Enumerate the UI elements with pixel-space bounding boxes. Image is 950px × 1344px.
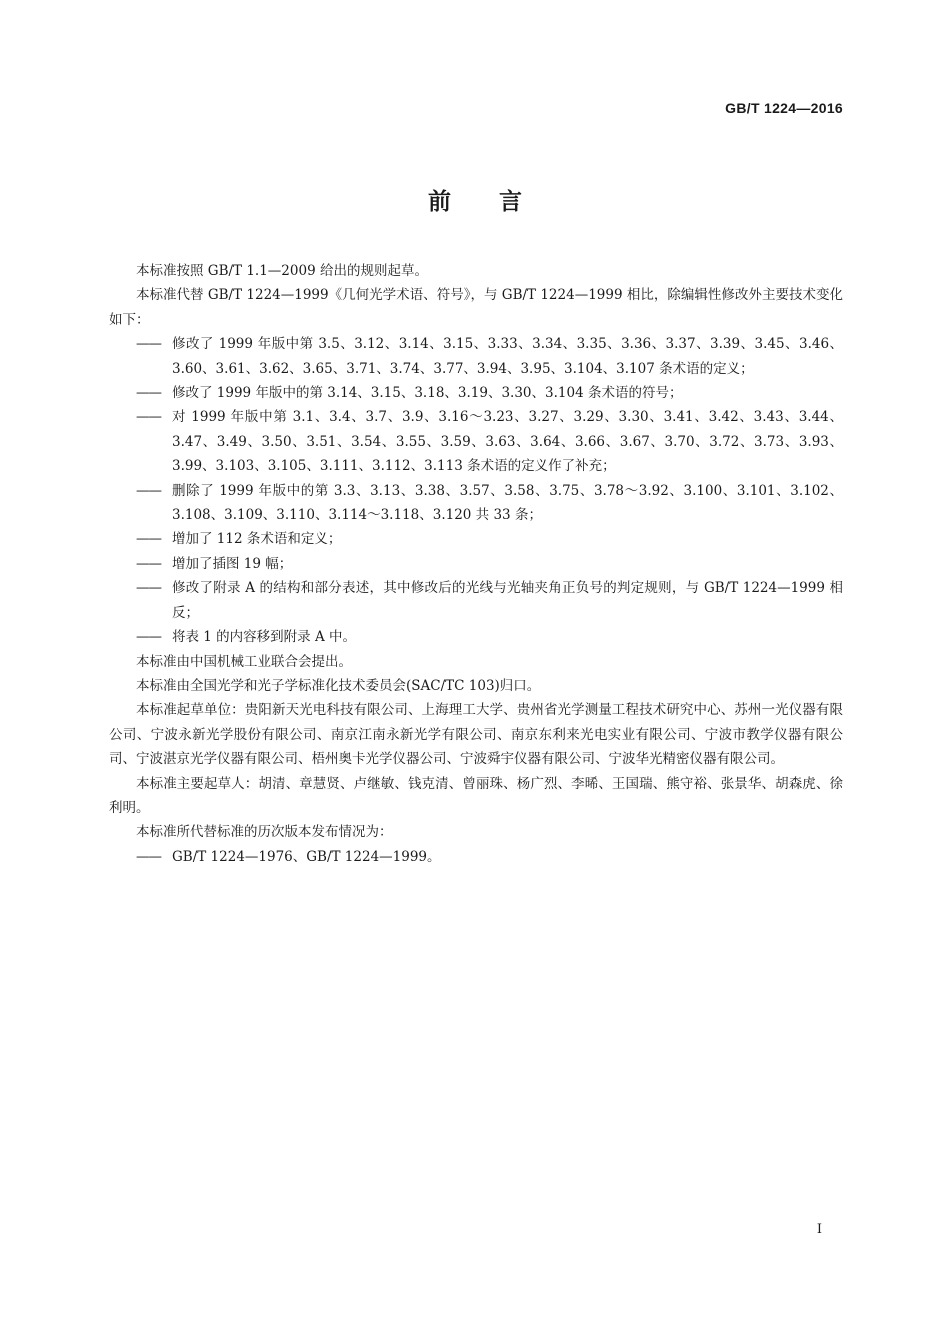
foreword-body [109, 259, 843, 869]
paragraph-replacement: 本标准代替 GB/T 1224—1999《几何光学术语、符号》，与 GB/T 1224—1999 相比，除编辑性修改外主要技术变化如下： [109, 287, 843, 328]
list-item [109, 576, 843, 625]
paragraph-proposer: 本标准由中国机械工业联合会提出。 [136, 653, 352, 670]
list-item-text: 删除了 1999 年版中的第 3.3、3.13、3.38、3.57、3.58、3.75、3.78～3.92、3.100、3.101、3.102、3.108、3.109、3.110、3.114～3.118、3.120 共 33 条； [172, 482, 843, 524]
history-item [109, 845, 843, 869]
list-item-text: 修改了附录 A 的结构和部分表述，其中修改后的光线与光轴夹角正负号的判定规则，与 GB/T 1224—1999 相反； [172, 580, 843, 621]
dash-mark: —— [136, 531, 161, 548]
dash-mark: —— [136, 629, 161, 646]
list-item-text: 对 1999 年版中第 3.1、3.4、3.7、3.9、3.16～3.23、3.27、3.29、3.30、3.41、3.42、3.43、3.44、3.47、3.49、3.50、3.51、3.54、3.55、3.59、3.63、3.64、3.66、3.67、3.70、3.72、3.73、3.93、3.99、3.103、3.105、3.111、3.112、3.113 条术语的定义作了补充； [172, 409, 843, 475]
list-item-text: 增加了 112 条术语和定义； [172, 531, 342, 548]
list-item-text: 修改了 1999 年版中的第 3.14、3.15、3.18、3.19、3.30、3.104 条术语的符号； [172, 385, 683, 402]
changes-list [109, 332, 843, 649]
paragraph-committee: 本标准由全国光学和光子学标准化技术委员会(SAC/TC 103)归口。 [136, 677, 541, 694]
list-item [109, 332, 843, 381]
standard-code: GB/T 1224—2016 [725, 100, 843, 116]
list-item [109, 625, 843, 649]
paragraph-drafting-rules: 本标准按照 GB/T 1.1—2009 给出的规则起草。 [136, 263, 428, 279]
paragraph-history: 本标准所代替标准的历次版本发布情况为： [136, 824, 393, 841]
list-item [109, 381, 843, 405]
list-item [109, 552, 843, 576]
list-item [109, 527, 843, 551]
list-item [109, 479, 843, 528]
history-item-text: GB/T 1224—1976、GB/T 1224—1999。 [172, 848, 441, 865]
dash-mark: —— [136, 385, 161, 402]
dash-mark: —— [136, 336, 161, 353]
dash-mark: —— [136, 555, 161, 572]
list-item-text: 增加了插图 19 幅； [172, 555, 293, 572]
dash-mark: —— [136, 409, 161, 426]
dash-mark: —— [136, 482, 161, 499]
title-char-2: 言 [499, 189, 522, 215]
dash-mark: —— [136, 580, 161, 597]
title-char-1: 前 [428, 189, 451, 215]
list-item-text: 将表 1 的内容移到附录 A 中。 [172, 629, 357, 646]
dash-mark: —— [136, 848, 161, 865]
paragraph-drafters: 本标准主要起草人：胡清、章慧贤、卢继敏、钱克清、曾丽珠、杨广烈、李晞、王国瑞、熊守裕、张景华、胡森虎、徐利明。 [109, 775, 843, 816]
paragraph-drafting-units: 本标准起草单位：贵阳新天光电科技有限公司、上海理工大学、贵州省光学测量工程技术研究中心、苏州一光仪器有限公司、宁波永新光学股份有限公司、南京江南永新光学有限公司、南京东利来光电实业有限公司、宁波市教学仪器有限公司、宁波湛京光学仪器有限公司、梧州奥卡光学仪器公司、宁波舜宇仪器有限公司、宁波华光精密仪器有限公司。 [109, 702, 843, 768]
list-item [109, 405, 843, 478]
page-title [0, 183, 950, 216]
page-number: I [816, 1222, 822, 1237]
list-item-text: 修改了 1999 年版中第 3.5、3.12、3.14、3.15、3.33、3.34、3.35、3.36、3.37、3.39、3.45、3.46、3.60、3.61、3.62、3.65、3.71、3.74、3.77、3.94、3.95、3.104、3.107 条术语的定义； [172, 336, 843, 377]
